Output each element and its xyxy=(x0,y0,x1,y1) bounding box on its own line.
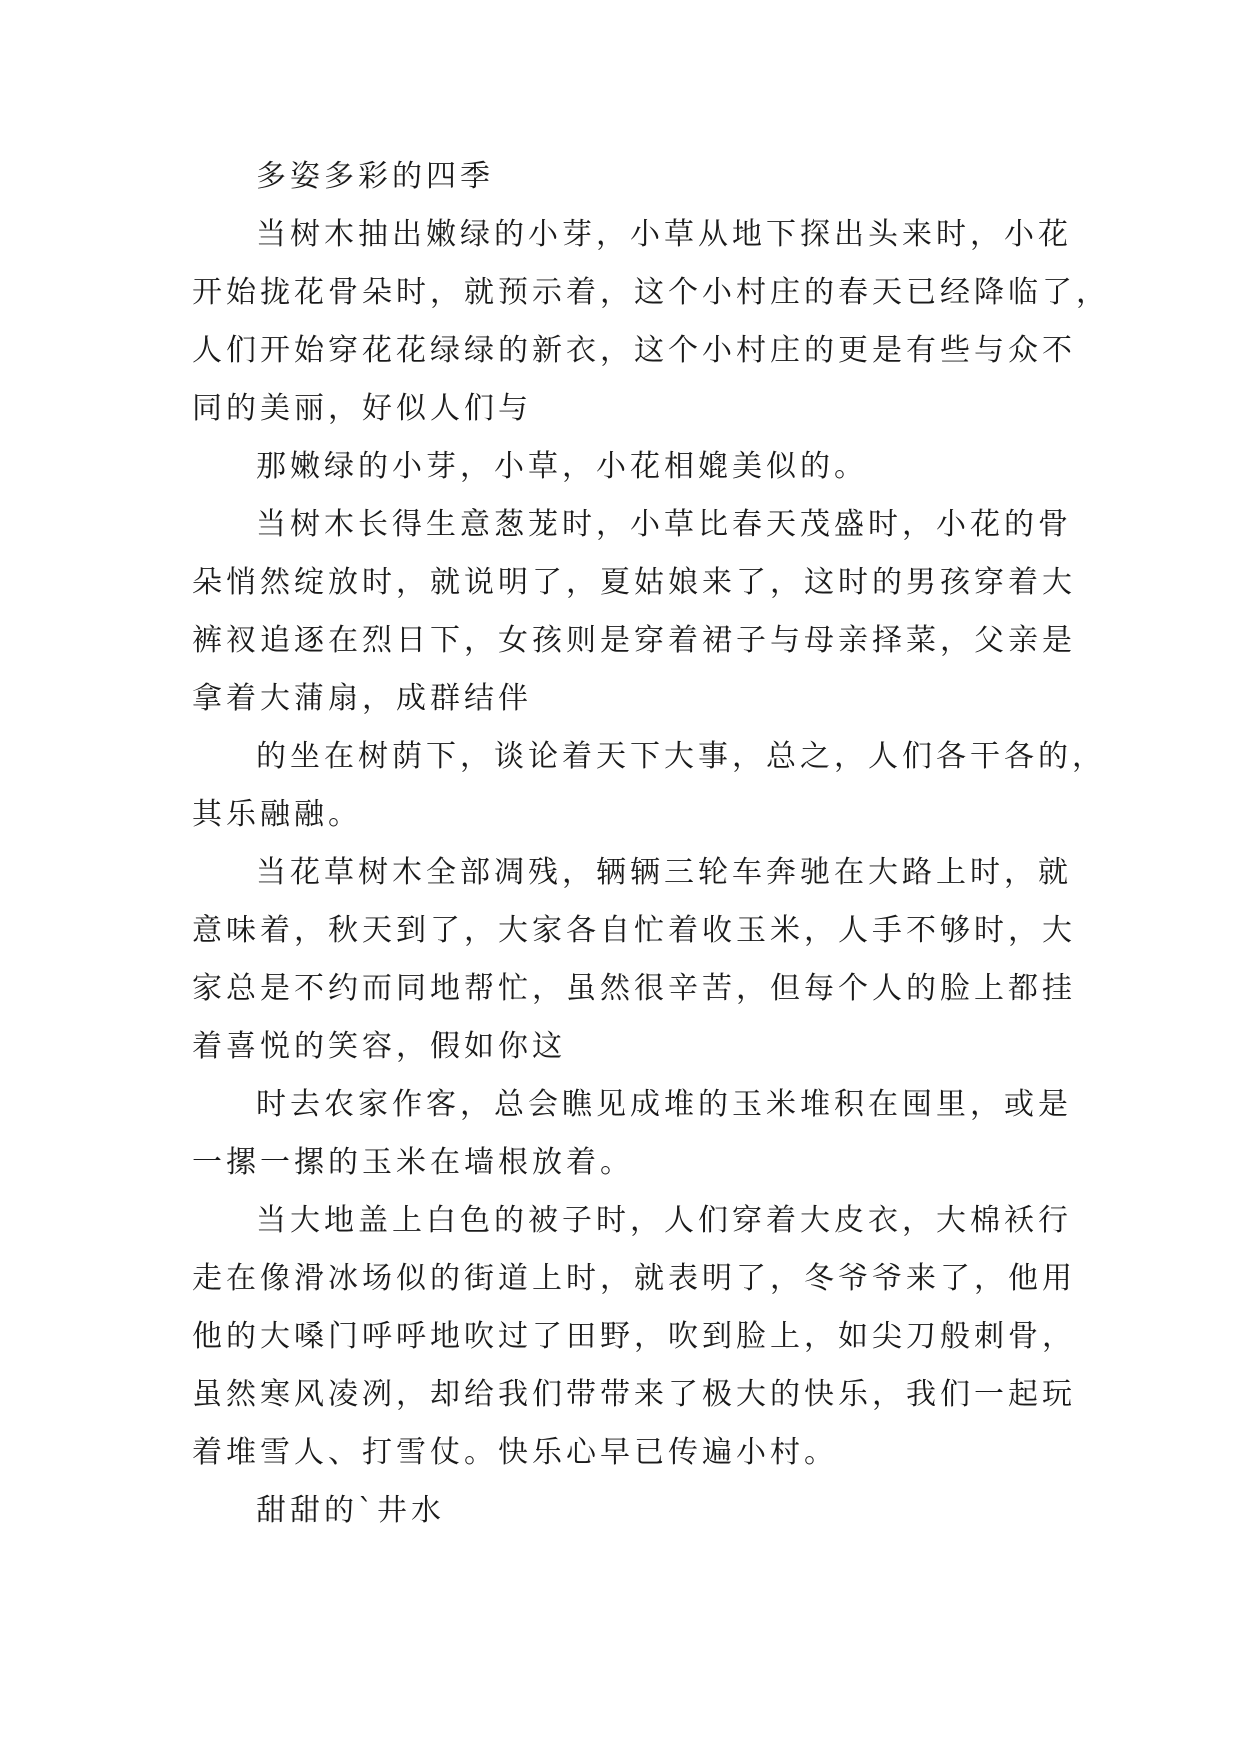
text-line: 着堆雪人、打雪仗。快乐心早已传遍小村。 xyxy=(192,1435,838,1470)
text-line: 人们开始穿花花绿绿的新衣，这个小村庄的更是有些与众不 xyxy=(192,333,1076,368)
text-line: 当大地盖上白色的被子时，人们穿着大皮衣，大棉袄行 xyxy=(256,1203,1072,1238)
text-line: 当树木长得生意葱茏时，小草比春天茂盛时，小花的骨 xyxy=(256,507,1072,542)
section-heading: 甜甜的`井水 xyxy=(256,1493,445,1528)
text-line: 当树木抽出嫩绿的小芽，小草从地下探出头来时，小花 xyxy=(256,217,1072,252)
text-line: 他的大嗓门呼呼地吹过了田野，吹到脸上，如尖刀般刺骨， xyxy=(192,1319,1076,1354)
text-line: 那嫩绿的小芽，小草，小花相媲美似的。 xyxy=(256,449,868,484)
text-line: 拿着大蒲扇，成群结伴 xyxy=(192,681,532,716)
text-line: 时去农家作客，总会瞧见成堆的玉米堆积在囤里，或是 xyxy=(256,1087,1072,1122)
text-line: 裤衩追逐在烈日下，女孩则是穿着裙子与母亲择菜，父亲是 xyxy=(192,623,1076,658)
text-line: 其乐融融。 xyxy=(192,797,362,832)
text-line: 虽然寒风凌冽，却给我们带带来了极大的快乐，我们一起玩 xyxy=(192,1377,1076,1412)
document-page xyxy=(192,148,1110,1540)
text-line: 一摞一摞的玉米在墙根放着。 xyxy=(192,1145,634,1180)
text-line: 家总是不约而同地帮忙，虽然很辛苦，但每个人的脸上都挂 xyxy=(192,971,1076,1006)
text-line: 朵悄然绽放时，就说明了，夏姑娘来了，这时的男孩穿着大 xyxy=(192,565,1076,600)
text-line: 的坐在树荫下，谈论着天下大事，总之，人们各干各的， xyxy=(256,739,1106,774)
essay-title: 多姿多彩的四季 xyxy=(256,159,494,194)
text-line: 当花草树木全部凋残，辆辆三轮车奔驰在大路上时，就 xyxy=(256,855,1072,890)
text-line: 开始拢花骨朵时，就预示着，这个小村庄的春天已经降临了， xyxy=(192,275,1110,310)
text-line: 走在像滑冰场似的街道上时，就表明了，冬爷爷来了，他用 xyxy=(192,1261,1076,1296)
text-line: 意味着，秋天到了，大家各自忙着收玉米，人手不够时，大 xyxy=(192,913,1076,948)
text-line: 同的美丽，好似人们与 xyxy=(192,391,532,426)
text-line: 着喜悦的笑容，假如你这 xyxy=(192,1029,566,1064)
